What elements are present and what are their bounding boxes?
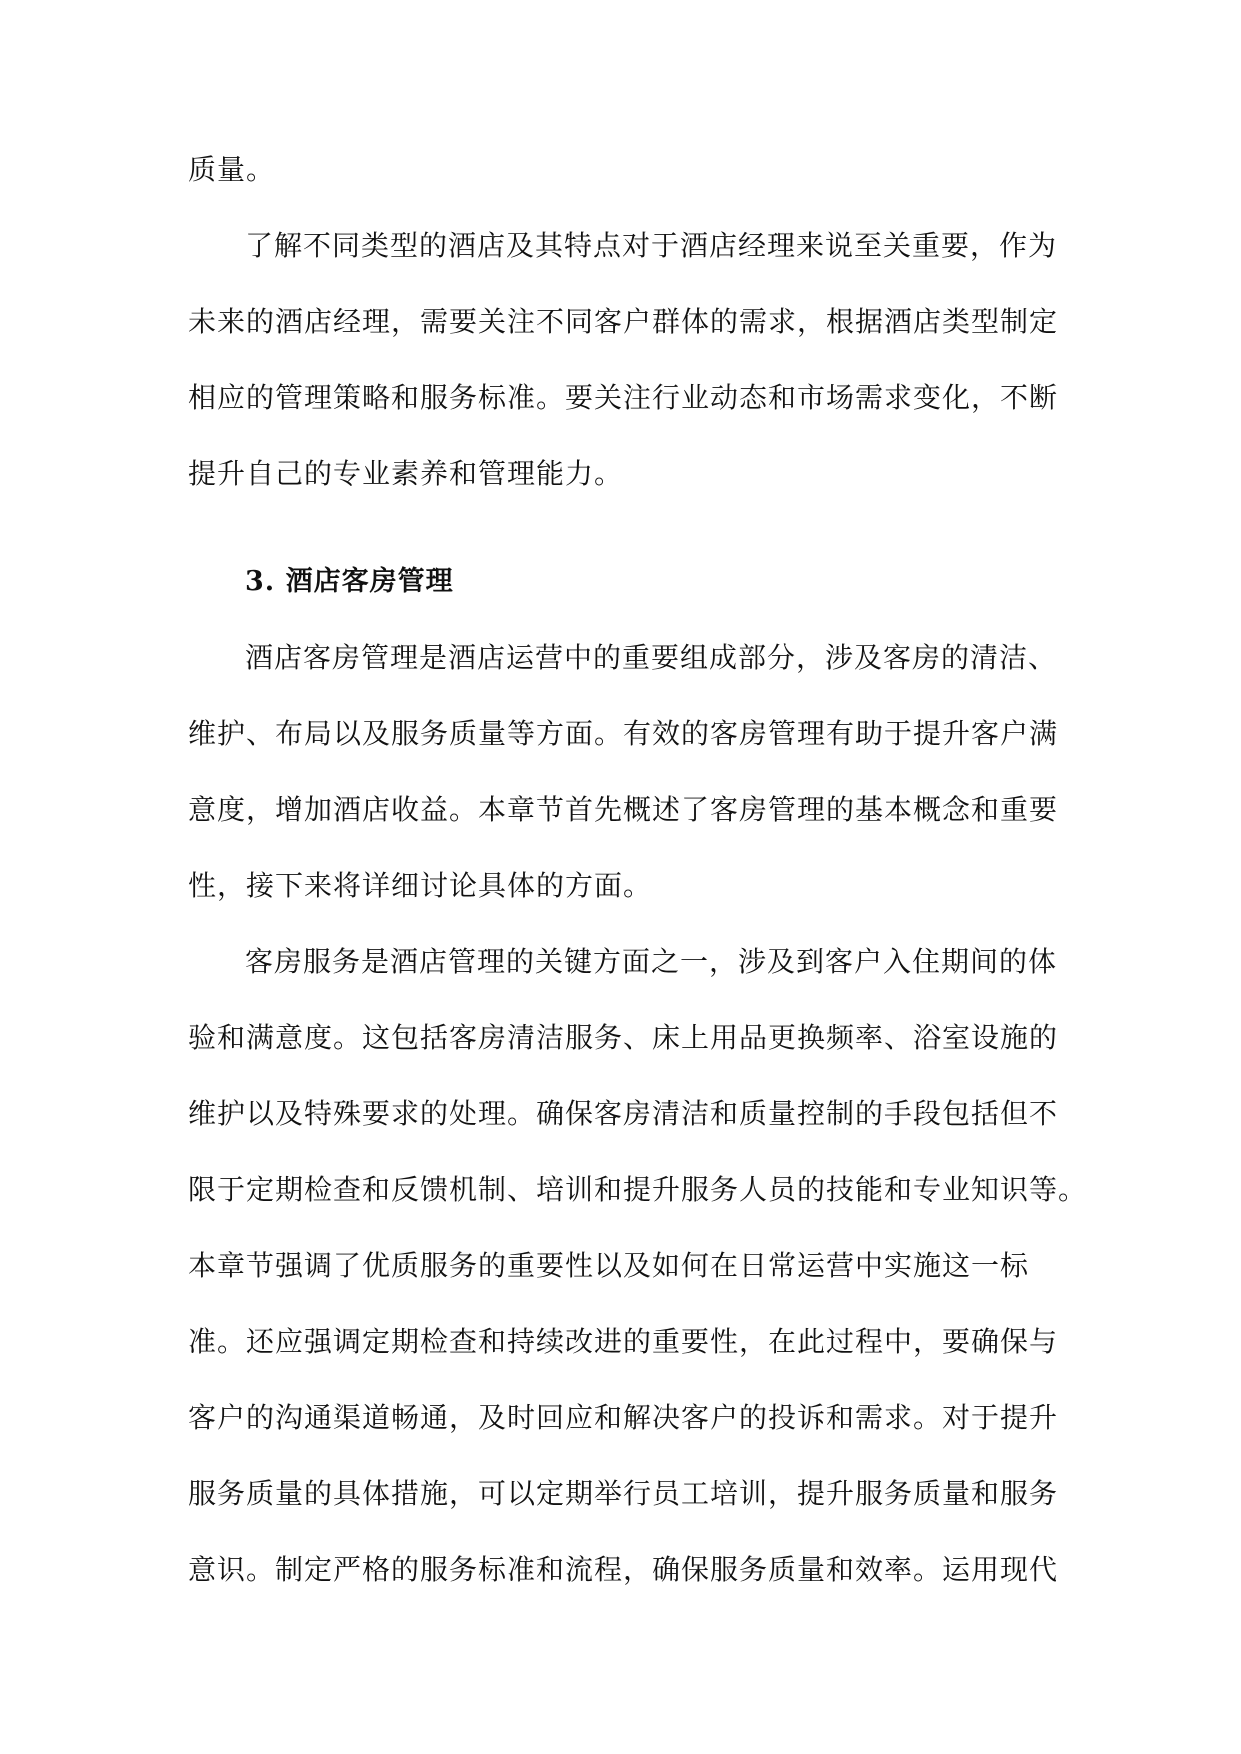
text-line: 维护以及特殊要求的处理。确保客房清洁和质量控制的手段包括但不 [188,1097,1059,1130]
paragraph-first-line: 了解不同类型的酒店及其特点对于酒店经理来说至关重要，作为 [245,229,1058,262]
text-line: 维护、布局以及服务质量等方面。有效的客房管理有助于提升客户满 [188,717,1059,750]
text-line: 限于定期检查和反馈机制、培训和提升服务人员的技能和专业知识等。 [188,1173,1088,1206]
text-line: 客户的沟通渠道畅通，及时回应和解决客户的投诉和需求。对于提升 [188,1401,1059,1434]
section-heading: 3. 酒店客房管理 [245,566,454,597]
text-line: 未来的酒店经理，需要关注不同客户群体的需求，根据酒店类型制定 [188,305,1059,338]
text-line: 服务质量的具体措施，可以定期举行员工培训，提升服务质量和服务 [188,1477,1059,1510]
text-line: 意识。制定严格的服务标准和流程，确保服务质量和效率。运用现代 [188,1553,1059,1586]
text-line: 质量。 [188,153,276,186]
text-line: 本章节强调了优质服务的重要性以及如何在日常运营中实施这一标 [188,1249,1030,1282]
paragraph-first-line: 酒店客房管理是酒店运营中的重要组成部分，涉及客房的清洁、 [245,641,1058,674]
text-line: 验和满意度。这包括客房清洁服务、床上用品更换频率、浴室设施的 [188,1021,1059,1054]
paragraph-first-line: 客房服务是酒店管理的关键方面之一，涉及到客户入住期间的体 [245,945,1058,978]
text-line: 性，接下来将详细讨论具体的方面。 [188,869,653,902]
text-line: 意度，增加酒店收益。本章节首先概述了客房管理的基本概念和重要 [188,793,1059,826]
text-line: 准。还应强调定期检查和持续改进的重要性，在此过程中，要确保与 [188,1325,1059,1358]
text-line: 相应的管理策略和服务标准。要关注行业动态和市场需求变化，不断 [188,381,1059,414]
text-line: 提升自己的专业素养和管理能力。 [188,457,624,490]
